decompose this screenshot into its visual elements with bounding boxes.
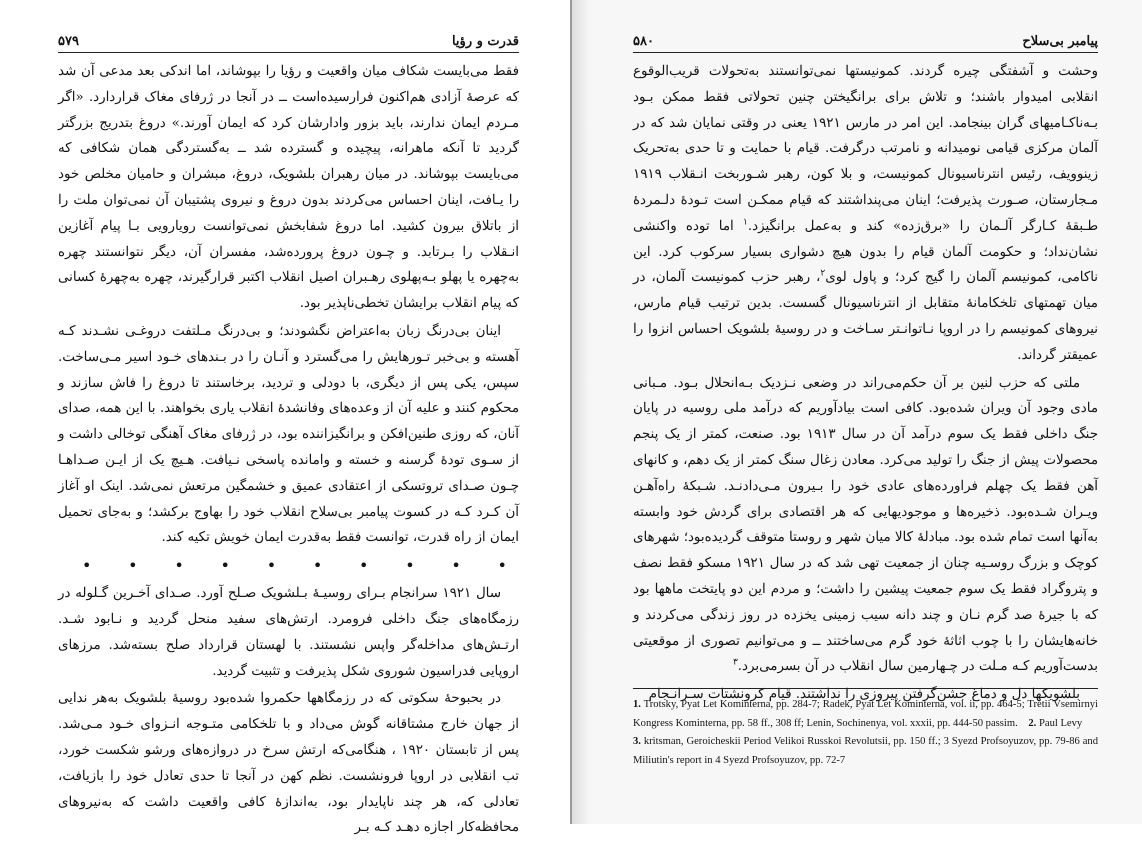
right-paragraph-1 — [633, 59, 1098, 369]
separator-dot: • — [497, 556, 507, 576]
left-running-head — [58, 34, 519, 53]
separator-dot: • — [359, 556, 369, 576]
left-page — [0, 0, 571, 836]
footnote-3 — [633, 733, 1098, 770]
footnote-3-text: kritsman, Geroicheskii Period Velikoi Russkoi Revolutsii, pp. 150 ff.; 3 Syezd Profsoyuzov, pp. 79-86 and Miliutin's report in 4 Syezd Profsoyuzov, pp. 72-7 — [633, 736, 1098, 766]
separator-dot: • — [405, 556, 415, 576]
right-paragraph-2-text: ملتی که حزب لنین بر آن حکم‌می‌راند در وضعی نـزدیک بـه‌انحلال بـود. مـبانی مادی وجود آن ویران شده‌بود. کافی است بیادآوریم که درآمد ملی روسیه در پایان جنگ داخلی فقط یک سوم درآمد آن در سال ۱۹۱۳ بود. صنعت، کمتر از یک پنجم محصولات پیش از جنگ را تولید می‌کرد. معادن زغال سنگ کمتر از یک دهم، و کانهای آهن فقط یک چهلم فراورده‌های عادی خود را بـیرون مـی‌دادنـد. شـبکهٔ راه‌آهـن ویـران شـده‌بود. ذخیره‌ها و موجودیهایی که هر اقتصادی برای گردش خود وابسته به‌آنها است تمام شده بود. مبادلهٔ کالا میان شهر و روستا متوقف گردیده‌بود؛ شهرهای کوچک و بزرگ روسـیه چنان از جمعیت تهی شد که در سال ۱۹۲۱ مسکو فقط نصف و پتروگراد فقط یک سوم جمعیت پیشین را داشت؛ و مردم این دو پایتخت ماهها بود که با جیرهٔ صد گرم نـان و چند دانه سیب زمینی یخزده در روز زندگی می‌کردند و خانه‌هایشان را با چوب اثاثهٔ خود گرم می‌ساختند ــ و می‌توانیم تصوری از موقعیتی بدست‌آوریم کـه مـلت در چـهارمین سال انقلاب در آن بسرمی‌برد. — [633, 375, 1099, 675]
left-page-number: ۵۷۹ — [58, 34, 79, 49]
footnote-marker-1: ۱ — [743, 217, 748, 228]
right-paragraph-1-part-c: ، رهبر حزب کمونیست آلمان، در میان تهمتهای تلخکامانهٔ متقابل از انترناسیونال گسست. بدین ترتیب قیام مارس، نیروهای کمونیسم را در اروپا نـاتوانـتر سـاخت و در روسیهٔ بلشویک احساس انزوا را عمیقتر گرداند. — [633, 270, 1098, 363]
right-paragraph-1-part-a: وحشت و آشفتگی چیره گردند. کمونیستها نمی‌توانستند به‌تحولات قریب‌الوقوع انقلابی امیدوار باشند؛ و تلاش برای برانگیختن چنین تحولاتی فقط ممکن بـود بـه‌ناکـامیهای گران بینجامد. این امر در مارس ۱۹۲۱ یعنی در وقتی نمایان شد که در آلمان مرکزی قیامی نومیدانه و نامرتب درگرفت. قیام با حمایت و تا حدی به‌تحریک زینوویف، رئیس انترناسیونال کمونیست، و بلا کون، رهبر شـوربخت انـقلاب ۱۹۱۹ مـجارستان، صـورت پذیرفت؛ اینان می‌پنداشتند که قیام ممکـن است تـودهٔ دلـمردهٔ طـبقهٔ کـارگر آلـمان را «برق‌زده» کند و به‌عمل برانگیزد. — [633, 64, 1099, 234]
footnotes — [633, 688, 1098, 770]
separator-dot: • — [82, 556, 92, 576]
right-paragraph-2 — [633, 371, 1098, 681]
right-running-title: پیامبر بی‌سلاح — [1022, 34, 1098, 49]
right-paragraph-3: بلشویکها دل و دماغ جشن‌گرفتن پیروزی را نداشتند. قیام کرونشتات سـرانـجام — [648, 687, 1080, 703]
left-paragraph-2: اینان بی‌درنگ زبان به‌اعتراض نگشودند؛ و بی‌درنگ مـلتفت دروغـی نشـدند کـه آهسته و بی‌خبر تـورهایش را می‌گسترد و آنـان را در بـندهای خـود اسیر مـی‌ساخت. سپس، یکی پس از دیگری، با دودلی و تردید، برخاستند تا دروغ را فاش سازند و محکوم کنند و علیه آن از وعده‌های وفانشدهٔ انقلاب یاری بخواهند. با این همه، صدای آنان، که روزی طنین‌افکن و برانگیزاننده بود، در ژرفای مغاک آهنگی توخالی داشت و از سـوی تودهٔ گرسنه و خسته و وامانده پاسخی نـیافت. هـیچ یک از ایـن صـداهـا چـون صـدای تروتسکی از اعتقادی عمیق و خشمگین مرتعش نمی‌شد. اینک او آغاز آن کـرد کـه در کسوت پیامبر بی‌سلاح انقلاب خود را بهاوج برکشد؛ و به‌جای تحمیل ایمان از راه قدرت، توانست فقط به‌قدرت ایمان خویش تکیه کند. — [58, 323, 520, 546]
right-body-text — [633, 59, 1098, 708]
footnote-2-number: 2. — [1028, 717, 1037, 729]
left-paragraph-1: فقط می‌بایست شکاف میان واقعیت و رؤیا را بپوشاند، اما اندکی بعد مدعی آن شد که عرصهٔ آزادی هم‌اکنون فرارسیده‌است ــ در آنجا در ژرفای مغاک قراردارد. «اگر مـردم ایمان ندارند، باید بزور وادارشان کرد که ایمان آورند.» دروغ بتدریج بزرگتر گردید تا آنکه ماهرانه، پیچیده و گسترده شد ــ به‌گستردگی همان شکافی که می‌بایست بپوشاند. در میان رهبران بلشویک، دروغ، مبشران و حامیان مخلص خود را یـافت، اینان احساس می‌کردند بدون دروغ و نیروی پشتیبان آن نمی‌توان ملت را از باتلاق بیرون کشید. اما دروغ شفابخش نمی‌توانست رویارویی بـا پیام آغازین انـقلاب را بـرتابد. و چـون دروغ پرورده‌شد، مفسران آن، دیگر نتوانستند چهره به‌چهره یا پهلو بـه‌پهلوی رهـبران اصیل انقلاب اکتبر قرارگیرند، چهره به‌چهرهٔ کسانی که پیام انقلاب برایشان تخطی‌ناپذیر بود. — [58, 64, 519, 312]
left-running-title: قدرت و رؤیا — [451, 34, 519, 49]
section-separator — [58, 551, 519, 581]
footnote-1-text: Trotsky, Pyat Let Kominterna, pp. 284-7; Radek, Pyat Let Kominterna, vol. ii, pp. 464-5; Tretii Vsemirnyi Kongress Kominterna, pp. 58 ff., 308 ff; Lenin, Sochinenya, vol. xxxii, pp. 444-50 passim. — [633, 699, 1098, 729]
left-paragraph-4: در بحبوحهٔ سکوتی که در رزمگاهها حکمروا شده‌بود روسیهٔ بلشویک به‌هر ندایی از جهان خارج مشتاقانه گوش می‌داد و با تلخکامی متـوجه انـزوای خـود مـی‌شد. پس از تابستان ۱۹۲۰ ، هنگامی‌که ارتش سرخ در دروازه‌های ورشو شکست خورد، تب انقلابی در اروپا فرونشست. نظم کهن در آنجا تا حدی تعادل خود را بازیافت، تعادلی که، هر چند ناپایدار بود، به‌اندازهٔ کافی واقعیت داشت که به‌نیروهای محافظه‌کار اجازه دهـد کـه بـر — [58, 691, 519, 836]
footnote-1-number: 1. — [633, 699, 641, 710]
left-paragraph-3: سال ۱۹۲۱ سرانجام بـرای روسیـهٔ بـلشویک صـلح آورد. صـدای آخـرین گـلوله در رزمگاه‌های جنگ داخلی فرومرد. ارتش‌های سفید منحل گردید و نـابود شـد. ارتـش‌های مداخله‌گر واپس نشستند. با لهستان قرارداد صلح بسته‌شد. مرزهای اروپایی فدراسیون شوروی شکل پذیرفت و تثبیت گردید. — [58, 586, 519, 679]
separator-dot: • — [128, 556, 138, 576]
left-body-text — [58, 59, 519, 841]
right-page-number: ۵۸۰ — [633, 34, 654, 49]
footnote-1 — [633, 696, 1098, 733]
gutter-shadow — [572, 0, 590, 824]
footnote-marker-3: ۳ — [732, 657, 738, 668]
right-paragraph-1-part-b: اما توده واکنشی نشان‌نداد؛ و حکومت آلمان قیام را بدون هیچ دشواری بسیار سرکوب کرد. این ناکامی، کمونیسم آلمان را گیج کرد؛ و پاول لوی — [633, 218, 1099, 286]
right-running-head — [633, 34, 1098, 53]
separator-dot: • — [220, 556, 230, 576]
separator-dot: • — [312, 556, 323, 576]
separator-dot: • — [451, 556, 461, 576]
footnote-2-text: Paul Levy — [1038, 717, 1083, 729]
footnote-marker-2: ۲ — [820, 268, 826, 279]
footnote-3-number: 3. — [633, 736, 641, 748]
separator-dot: • — [174, 556, 184, 576]
right-page — [571, 0, 1142, 824]
separator-dot: • — [266, 556, 277, 576]
